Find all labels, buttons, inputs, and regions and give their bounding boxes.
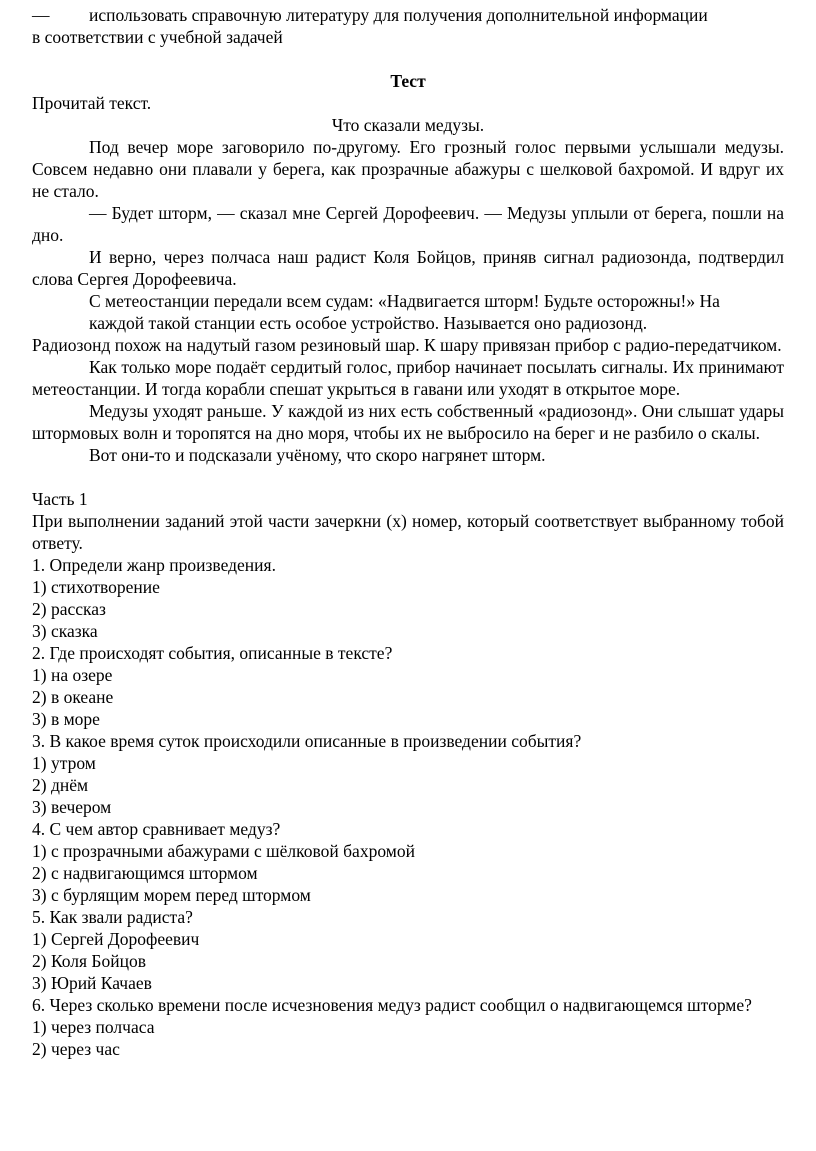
answer-option[interactable]: 3) сказка: [32, 621, 98, 641]
intro-dash: —: [32, 5, 50, 25]
intro-line-2: в соответствии с учебной задачей: [32, 27, 283, 47]
question-text: 3. В какое время суток происходили описанные в произведении события?: [32, 731, 582, 751]
answer-option[interactable]: 2) через час: [32, 1039, 120, 1059]
answer-option[interactable]: 1) с прозрачными абажурами с шёлковой бахромой: [32, 841, 415, 861]
story-title: Что сказали медузы.: [331, 115, 485, 135]
answer-option[interactable]: 1) стихотворение: [32, 577, 160, 597]
question-block: [32, 906, 784, 994]
question-text: 1. Определи жанр произведения.: [32, 555, 276, 575]
answer-option[interactable]: 3) в море: [32, 709, 100, 729]
story-paragraph: Вот они-то и подсказали учёному, что скоро нагрянет шторм.: [89, 445, 546, 465]
question-text: 4. С чем автор сравнивает медуз?: [32, 819, 281, 839]
question-block: [32, 818, 784, 906]
story-paragraph: Как только море подаёт сердитый голос, прибор начинает посылать сигналы. Их принимают метеостанции. И тогда корабли спешат укрыться в гавани или уходят в открытое море.: [32, 357, 784, 399]
document-page: [32, 4, 784, 1060]
answer-option[interactable]: 1) на озере: [32, 665, 113, 685]
answer-option[interactable]: 1) через полчаса: [32, 1017, 155, 1037]
answer-option[interactable]: 3) вечером: [32, 797, 112, 817]
intro-line-1: использовать справочную литературу для получения дополнительной информации: [89, 5, 708, 25]
question-block: [32, 554, 784, 642]
story-paragraph: Медузы уходят раньше. У каждой из них есть собственный «радиозонд». Они слышат удары штормовых волн и торопятся на дно моря, чтобы их не выбросило на берег и не разбило о скалы.: [32, 401, 784, 443]
question-text: 2. Где происходят события, описанные в тексте?: [32, 643, 393, 663]
story-paragraph: — Будет шторм, — сказал мне Сергей Дорофеевич. — Медузы уплыли от берега, пошли на дно.: [32, 203, 784, 245]
question-block: [32, 642, 784, 730]
story-paragraph: Под вечер море заговорило по-другому. Его грозный голос первыми услышали медузы. Совсем недавно они плавали у берега, как прозрачные абажуры с шелковой бахромой. И вдруг их не стало.: [32, 137, 784, 201]
answer-option[interactable]: 2) Коля Бойцов: [32, 951, 146, 971]
question-block: [32, 730, 784, 818]
answer-option[interactable]: 2) с надвигающимся штормом: [32, 863, 258, 883]
intro-bullet: [32, 4, 784, 26]
answer-option[interactable]: 2) днём: [32, 775, 89, 795]
part-title: Часть 1: [32, 489, 88, 509]
story-paragraph: С метеостанции передали всем судам: «Надвигается шторм! Будьте осторожны!» На: [89, 291, 720, 311]
answer-option[interactable]: 3) с бурлящим морем перед штормом: [32, 885, 311, 905]
story-paragraph: Радиозонд похож на надутый газом резиновый шар. К шару привязан прибор с радио-передатчиком.: [32, 335, 782, 355]
answer-option[interactable]: 2) в океане: [32, 687, 114, 707]
question-block: [32, 994, 784, 1060]
test-instruction: Прочитай текст.: [32, 93, 152, 113]
story-paragraph: каждой такой станции есть особое устройство. Называется оно радиозонд.: [89, 313, 648, 333]
question-text: 5. Как звали радиста?: [32, 907, 193, 927]
question-text: 6. Через сколько времени после исчезновения медуз радист сообщил о надвигающемся шторме?: [32, 995, 752, 1015]
answer-option[interactable]: 3) Юрий Качаев: [32, 973, 152, 993]
answer-option[interactable]: 2) рассказ: [32, 599, 106, 619]
answer-option[interactable]: 1) Сергей Дорофеевич: [32, 929, 200, 949]
part-instruction: При выполнении заданий этой части зачеркни (х) номер, который соответствует выбранному тобой ответу.: [32, 511, 784, 553]
answer-option[interactable]: 1) утром: [32, 753, 96, 773]
test-heading: Тест: [390, 71, 426, 91]
spacer: [32, 48, 784, 70]
spacer: [32, 466, 784, 488]
story-paragraph: И верно, через полчаса наш радист Коля Бойцов, приняв сигнал радиозонда, подтвердил слова Сергея Дорофеевича.: [32, 247, 784, 289]
